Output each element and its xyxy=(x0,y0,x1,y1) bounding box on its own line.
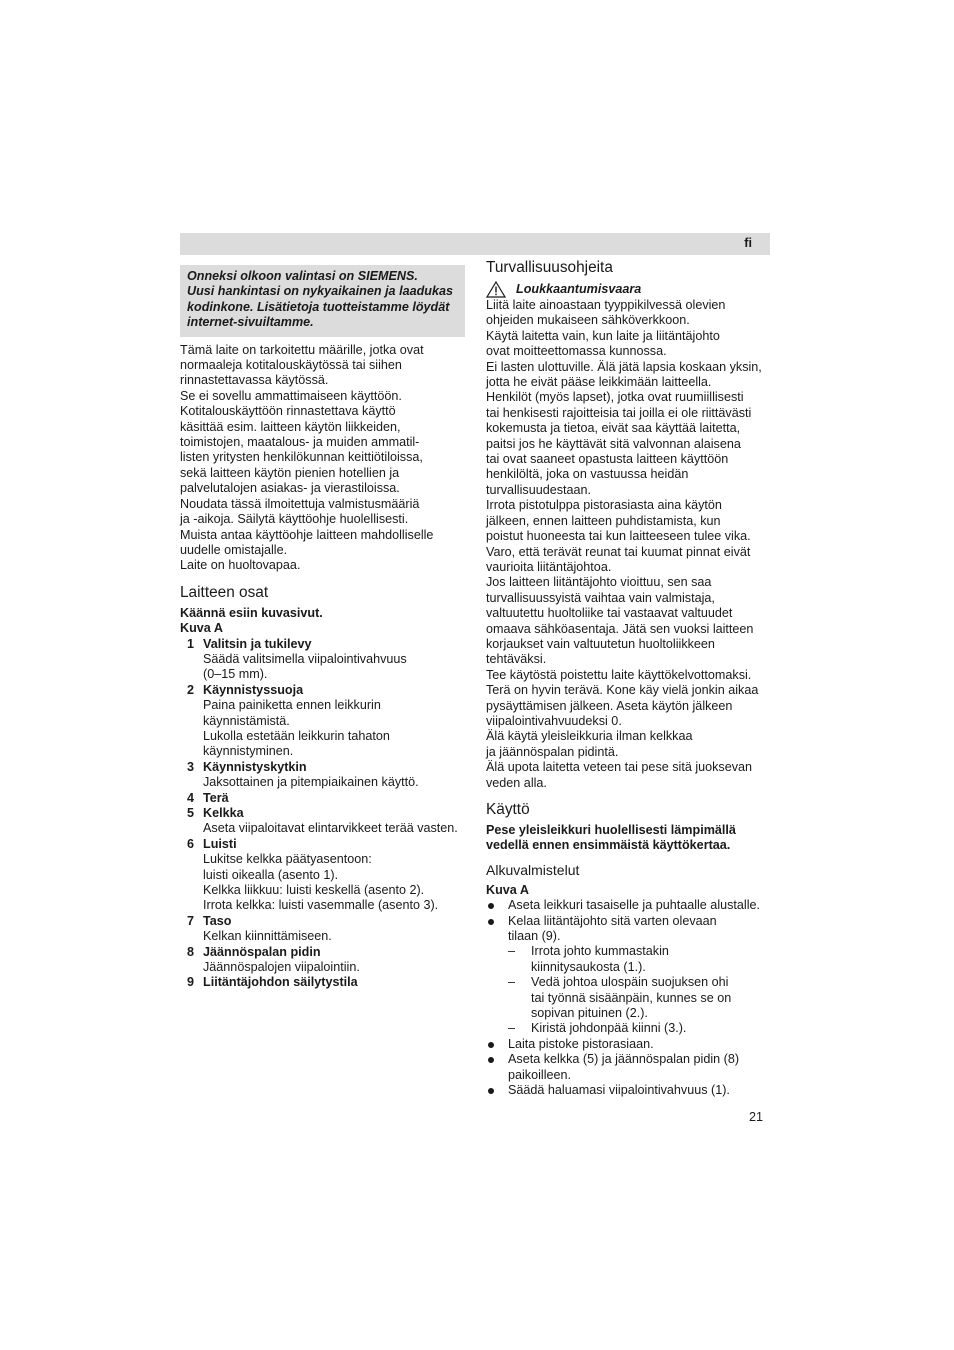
part-item xyxy=(180,806,465,837)
safety-line: Terä on hyvin terävä. Kone käy vielä jonkin aikaa xyxy=(486,683,759,698)
sub-list-text: sopivan pituinen (2.). xyxy=(531,1006,648,1021)
safety-line: Älä upota laitetta veteen tai pese sitä juoksevan xyxy=(486,760,753,775)
part-desc: Aseta viipaloitavat elintarvikkeet terää vasten. xyxy=(203,821,458,836)
part-number: 5 xyxy=(187,806,195,820)
sub-list-text: – Irrota johto kummastakin xyxy=(531,944,669,959)
part-desc: Jaksottainen ja pitempiaikainen käyttö. xyxy=(203,775,419,790)
part-desc: käynnistyminen. xyxy=(203,744,294,759)
safety-line: korjaukset vain valtuutetun huoltoliikkeen xyxy=(486,636,715,651)
part-number: 1 xyxy=(187,636,195,651)
right-column xyxy=(486,259,771,1099)
intro-box-line: Onneksi olkoon valintasi on SIEMENS. xyxy=(187,269,418,283)
intro-line: uudelle omistajalle. xyxy=(180,542,288,557)
intro-line: Se ei sovellu ammattimaiseen käyttöön. xyxy=(180,388,402,403)
safety-line: pysäyttämisen jälkeen. Aseta käytön jälkeen xyxy=(486,698,733,713)
list-item xyxy=(486,1083,771,1098)
part-title: Luisti xyxy=(203,836,237,851)
safety-line: jotta he eivät pääse leikkimään laitteella. xyxy=(486,375,712,390)
sub-list-text: – Kiristä johdonpää kiinni (3.). xyxy=(531,1021,687,1036)
list-item xyxy=(486,1037,771,1052)
intro-box-line: kodinkone. Lisätietoja tuotteistamme löydät xyxy=(187,299,450,314)
list-item-text: Säädä haluamasi viipalointivahvuus (1). xyxy=(508,1083,730,1098)
list-item-text: paikoilleen. xyxy=(508,1067,572,1082)
safety-line: Käytä laitetta vain, kun laite ja liitäntäjohto xyxy=(486,328,720,343)
safety-line: ovat moitteettomassa kunnossa. xyxy=(486,344,667,359)
part-desc: Paina painiketta ennen leikkurin xyxy=(203,698,381,713)
list-item xyxy=(486,1052,771,1083)
safety-line: Liitä laite ainoastaan tyyppikilvessä olevien xyxy=(486,298,726,312)
list-item-text: Aseta kelkka (5) ja jäännöspalan pidin (8) xyxy=(508,1052,740,1067)
part-title: Käynnistyssuoja xyxy=(203,682,304,697)
safety-line: viipalointivahvuudeksi 0. xyxy=(486,713,622,728)
warning-triangle-icon xyxy=(486,281,506,298)
part-number: 3 xyxy=(187,759,195,774)
parts-instruction: Käännä esiin kuvasivut. xyxy=(180,605,323,620)
safety-line: turvallisuudestaan. xyxy=(486,482,592,497)
part-item xyxy=(180,683,465,760)
use-intro-line: Pese yleisleikkuri huolellisesti lämpimällä xyxy=(486,823,736,837)
intro-line: Tämä laite on tarkoitettu määrille, jotka ovat xyxy=(180,342,424,357)
part-number: 9 xyxy=(187,975,195,990)
part-title: Kelkka xyxy=(203,806,244,820)
safety-line: tai henkisesti rajoitteisia tai joilla ei ole riittävästi xyxy=(486,405,752,420)
sub-list-text: tai työnnä sisäänpäin, kunnes se on xyxy=(531,990,732,1005)
part-item xyxy=(180,945,465,976)
safety-line: Ei lasten ulottuville. Älä jätä lapsia koskaan yksin, xyxy=(486,359,762,374)
part-number: 2 xyxy=(187,682,195,697)
intro-box-line: internet-sivuiltamme. xyxy=(187,315,314,330)
part-desc: Jäännöspalojen viipalointiin. xyxy=(203,960,360,975)
part-item xyxy=(180,791,465,806)
parts-list xyxy=(180,637,465,991)
sub-list-item xyxy=(508,1021,771,1036)
sub-list-text: kiinnitysaukosta (1.). xyxy=(531,959,646,974)
list-item xyxy=(486,898,771,913)
safety-line: ohjeiden mukaiseen sähköverkkoon. xyxy=(486,313,690,328)
part-title: Taso xyxy=(203,913,232,928)
part-desc: Kelkan kiinnittämiseen. xyxy=(203,929,332,944)
parts-figure-ref: Kuva A xyxy=(180,621,223,636)
safety-line: kokemusta ja tietoa, eivät saa käyttää laitetta, xyxy=(486,421,741,436)
use-heading: Käyttö xyxy=(486,801,530,818)
sub-list-item xyxy=(508,975,771,1021)
header-bar xyxy=(180,233,770,255)
intro-line: normaaleja kotitalouskäytössä tai siihen xyxy=(180,358,402,373)
safety-line: valtuutettu huoltoliike tai vastaavat valtuudet xyxy=(486,606,733,621)
safety-body xyxy=(486,298,771,791)
safety-line: tehtäväksi. xyxy=(486,652,547,667)
intro-line: Laite on huoltovapaa. xyxy=(180,558,301,573)
list-item-text: Kelaa liitäntäjohto sitä varten olevaan xyxy=(508,913,717,928)
preparation-list xyxy=(486,898,771,1098)
safety-line: Älä käytä yleisleikkuria ilman kelkkaa xyxy=(486,729,693,744)
language-code: fi xyxy=(744,236,752,250)
intro-line: käsittää esim. laitteen käytön liikkeiden, xyxy=(180,419,401,434)
part-title: Käynnistyskytkin xyxy=(203,759,307,774)
left-column xyxy=(180,265,465,991)
part-desc: Lukolla estetään leikkurin tahaton xyxy=(203,728,390,743)
intro-line: listen yritysten henkilökunnan keittiötiloissa, xyxy=(180,450,423,465)
safety-line: omaava sähköasentaja. Jätä sen vuoksi laitteen xyxy=(486,621,754,636)
intro-line: palvelutalojen asiakas- ja vierastiloissa. xyxy=(180,481,400,496)
parts-heading: Laitteen osat xyxy=(180,583,269,601)
safety-line: turvallisuussyistä vaihtaa vain valmistaja, xyxy=(486,590,715,605)
part-desc: Lukitse kelkka päätyasentoon: xyxy=(203,852,372,867)
part-item xyxy=(180,837,465,914)
safety-line: tai ovat saaneet opastusta laitteen käyttöön xyxy=(486,452,729,467)
safety-line: Henkilöt (myös lapset), jotka ovat ruumiillisesti xyxy=(486,390,744,405)
safety-line: Tee käytöstä poistettu laite käyttökelvottomaksi. xyxy=(486,667,752,682)
safety-line: henkilöltä, joka on vastuussa heidän xyxy=(486,467,689,482)
part-item xyxy=(180,637,465,683)
part-title: Jäännöspalan pidin xyxy=(203,944,321,959)
safety-line: vaurioita liitäntäjohtoa. xyxy=(486,559,612,574)
intro-line: toimistojen, maatalous- ja muiden ammatil- xyxy=(180,435,420,450)
safety-line: Jos laitteen liitäntäjohto vioittuu, sen saa xyxy=(486,575,712,590)
part-title: Terä xyxy=(203,790,229,805)
part-number: 4 xyxy=(187,790,195,805)
intro-line: ja -aikoja. Säilytä käyttöohje huolellisesti. xyxy=(180,512,409,527)
list-item xyxy=(486,914,771,1037)
sub-list-item xyxy=(508,944,771,975)
part-title: Liitäntäjohdon säilytystila xyxy=(203,975,358,990)
safety-line: Irrota pistotulppa pistorasiasta aina käytön xyxy=(486,498,722,513)
part-desc: (0–15 mm). xyxy=(203,667,268,682)
part-item xyxy=(180,975,465,990)
warning-line xyxy=(486,281,771,298)
part-desc: käynnistämistä. xyxy=(203,713,290,728)
list-item-text: Laita pistoke pistorasiaan. xyxy=(508,1036,654,1051)
intro-line: rinnastettavassa käytössä. xyxy=(180,373,329,388)
part-number: 7 xyxy=(187,913,195,928)
part-number: 8 xyxy=(187,944,195,959)
part-number: 6 xyxy=(187,836,195,851)
safety-line: veden alla. xyxy=(486,775,547,790)
intro-line: Noudata tässä ilmoitettuja valmistusmääriä xyxy=(180,496,420,511)
preparation-heading: Alkuvalmistelut xyxy=(486,861,580,878)
page-number: 21 xyxy=(749,1110,764,1124)
intro-box-line: Uusi hankintasi on nykyaikainen ja laadukas xyxy=(187,284,453,299)
sub-list-text: – Vedä johtoa ulospäin suojuksen ohi xyxy=(531,975,729,990)
list-item-text: Aseta leikkuri tasaiselle ja puhtaalle alustalle. xyxy=(508,898,761,913)
sub-list xyxy=(508,944,771,1036)
part-desc: Säädä valitsimella viipalointivahvuus xyxy=(203,651,407,666)
safety-line: poistut huoneesta tai kun laitteeseen tulee vika. xyxy=(486,529,751,544)
part-title: Valitsin ja tukilevy xyxy=(203,636,312,651)
intro-line: Kotitalouskäyttöön rinnastettava käyttö xyxy=(180,404,396,419)
intro-line: sekä laitteen käytön pienien hotellien ja xyxy=(180,465,400,480)
safety-line: ja jäännöspalan pidintä. xyxy=(486,744,619,759)
intro-box xyxy=(180,265,465,337)
preparation-figure-ref: Kuva A xyxy=(486,882,529,897)
safety-heading: Turvallisuusohjeita xyxy=(486,259,613,276)
use-intro-line: vedellä ennen ensimmäistä käyttökertaa. xyxy=(486,838,731,853)
safety-line: Varo, että terävät reunat tai kuumat pinnat eivät xyxy=(486,544,751,559)
part-desc: Kelkka liikkuu: luisti keskellä (asento 2). xyxy=(203,883,425,898)
warning-label: Loukkaantumisvaara xyxy=(516,281,642,296)
safety-line: jälkeen, ennen laitteen puhdistamista, kun xyxy=(486,513,721,528)
part-desc: luisti oikealla (asento 1). xyxy=(203,867,339,882)
part-desc: Irrota kelkka: luisti vasemmalle (asento 3). xyxy=(203,898,439,913)
list-item-text: tilaan (9). xyxy=(508,929,561,944)
intro-line: Muista antaa käyttöohje laitteen mahdolliselle xyxy=(180,527,434,542)
safety-line: paitsi jos he käyttävät sitä valvonnan alaisena xyxy=(486,436,741,451)
part-item xyxy=(180,914,465,945)
part-item xyxy=(180,760,465,791)
intro-body xyxy=(180,343,465,574)
